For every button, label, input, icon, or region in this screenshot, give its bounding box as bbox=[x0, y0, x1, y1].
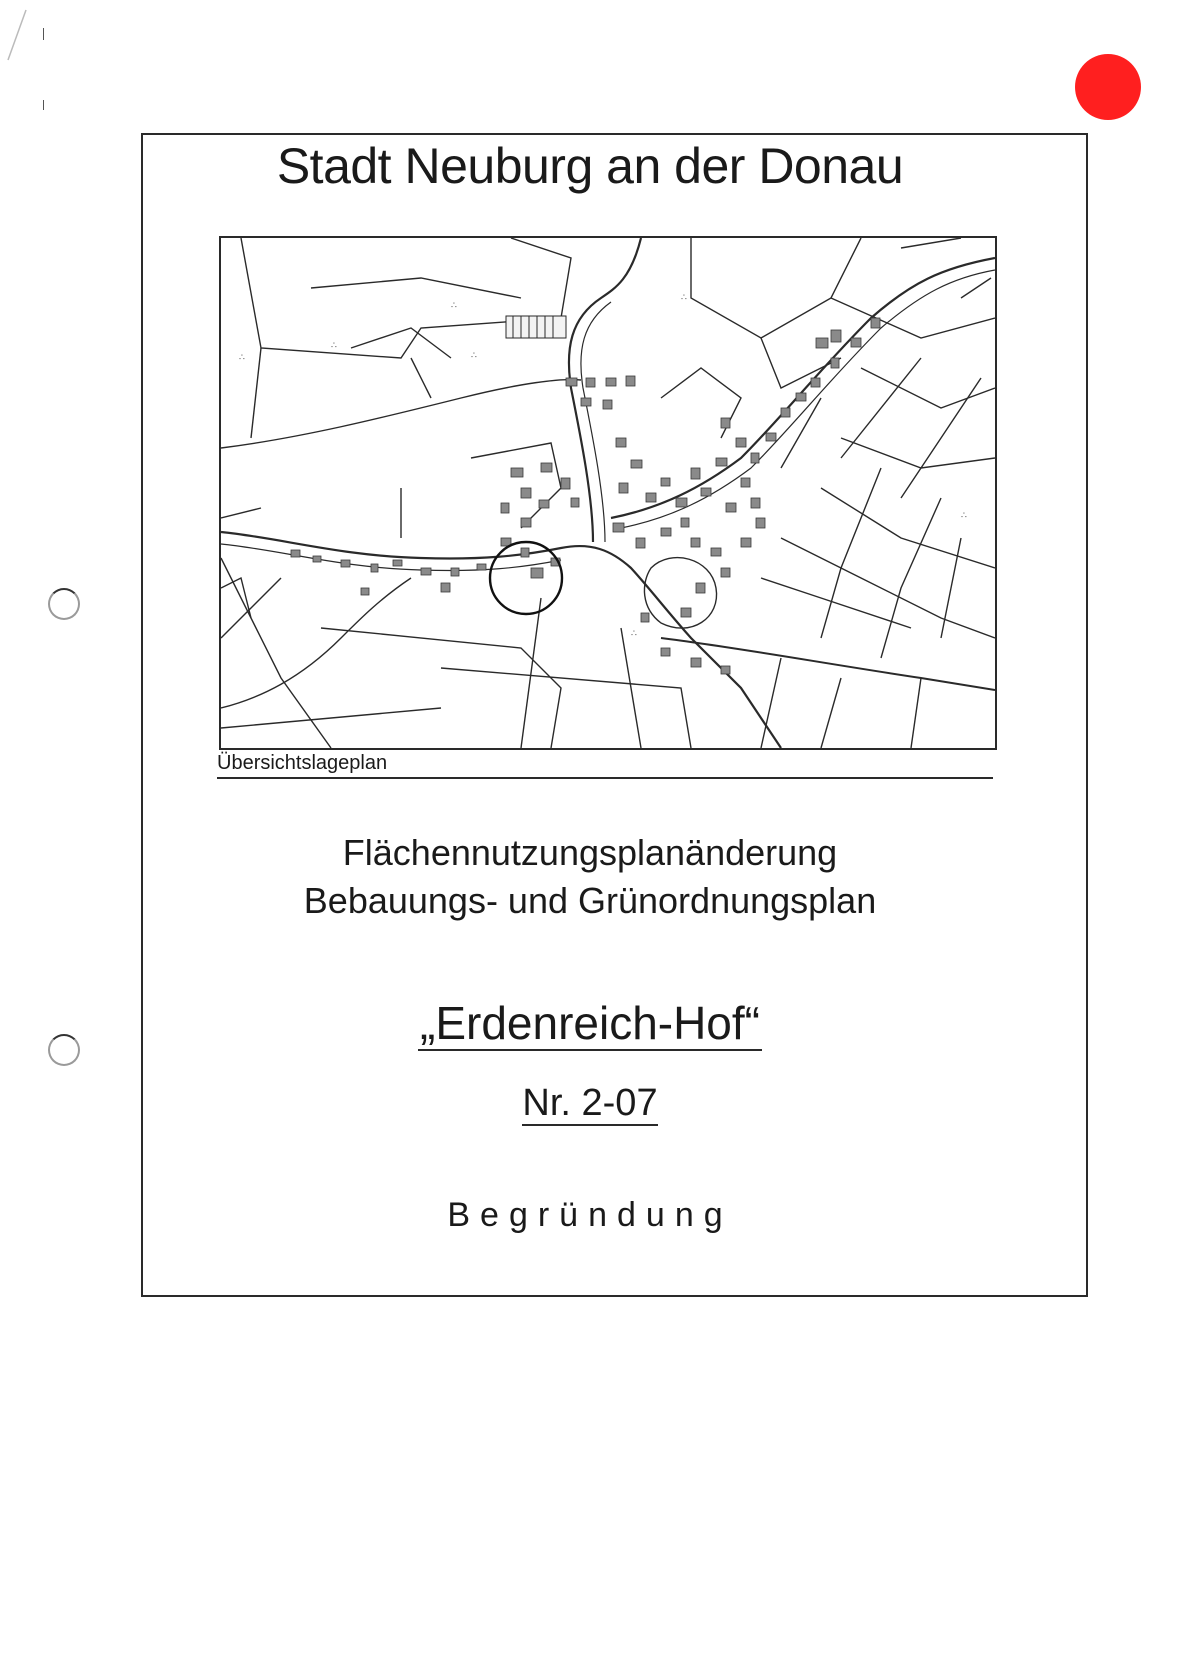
plan-number-block bbox=[0, 1082, 1180, 1125]
svg-text:∴: ∴ bbox=[239, 353, 245, 363]
punch-hole-top bbox=[48, 588, 80, 620]
page-title: Stadt Neuburg an der Donau bbox=[276, 138, 904, 194]
overview-map bbox=[219, 236, 997, 750]
svg-text:∴: ∴ bbox=[471, 351, 477, 361]
svg-text:∴: ∴ bbox=[961, 511, 967, 521]
svg-text:∴: ∴ bbox=[681, 293, 687, 303]
plan-name: „Erdenreich-Hof“ bbox=[420, 997, 760, 1049]
caption-divider bbox=[217, 777, 993, 779]
plan-name-block bbox=[0, 996, 1180, 1050]
document-type: Begründung bbox=[447, 1196, 733, 1234]
map-drawing bbox=[221, 238, 995, 748]
map-caption: Übersichtslageplan bbox=[217, 752, 388, 774]
svg-text:∴: ∴ bbox=[451, 301, 457, 311]
plan-number: Nr. 2-07 bbox=[522, 1082, 658, 1124]
svg-text:∴: ∴ bbox=[331, 341, 337, 351]
scan-edge-mark bbox=[4, 4, 44, 124]
plan-title-line1: Flächennutzungsplanänderung bbox=[342, 832, 838, 873]
svg-text:∴: ∴ bbox=[631, 629, 637, 639]
red-marker-dot bbox=[1075, 54, 1141, 120]
plan-title-line2: Bebauungs- und Grünordnungsplan bbox=[303, 880, 877, 921]
